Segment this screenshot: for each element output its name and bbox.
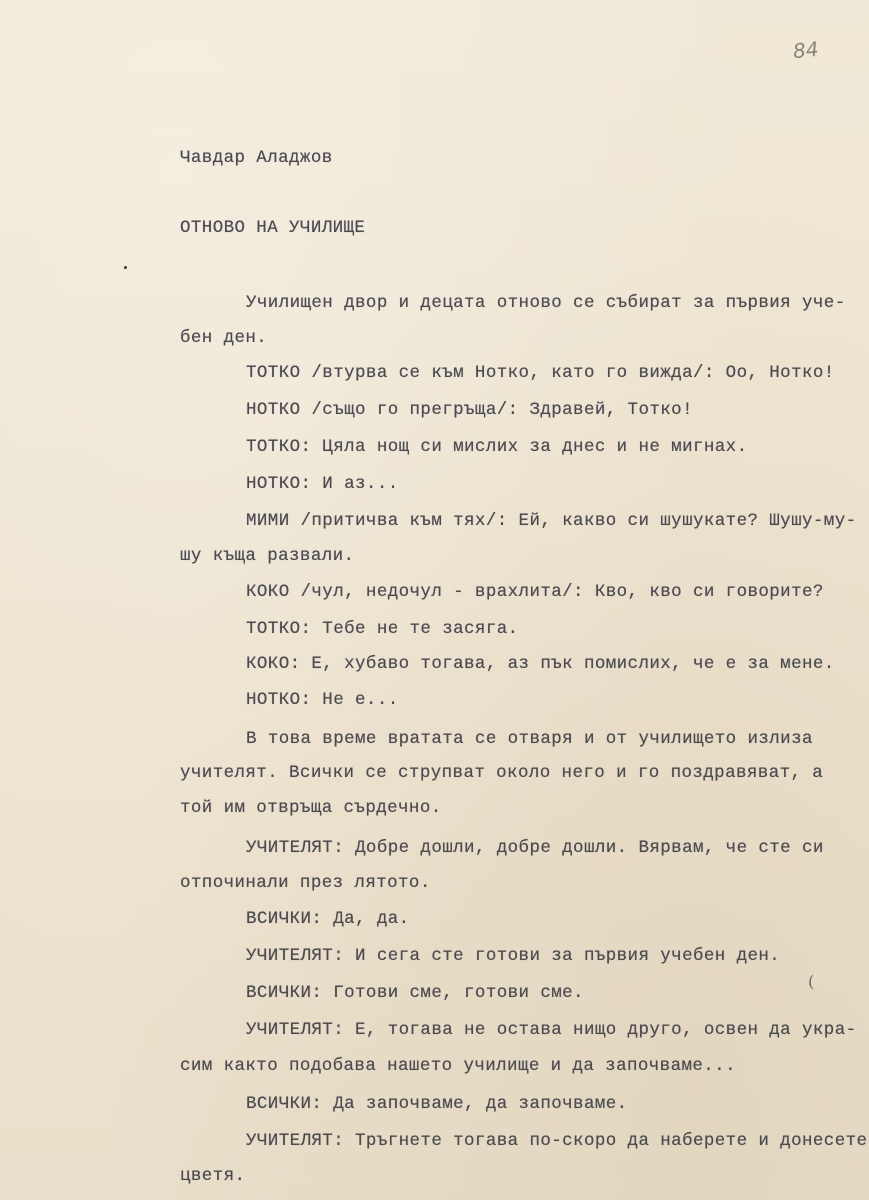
text-line: ТОТКО: Цяла нощ си мислих за днес и не мигнах. [246,437,748,457]
text-line: ТОТКО: Тебе не те засяга. [246,619,519,639]
text-line: ВСИЧКИ: Да започваме, да започваме. [246,1094,628,1114]
text-line: цветя. [180,1166,246,1186]
document-title: ОТНОВО НА УЧИЛИЩЕ [180,218,366,238]
text-line: шу къща развали. [180,546,355,566]
text-line: ВСИЧКИ: Готови сме, готови сме. [246,983,584,1003]
text-line: НОТКО: Не е... [246,690,399,710]
text-line: УЧИТЕЛЯТ: Тръгнете тогава по-скоро да наберете и донесете [246,1131,868,1151]
text-line: НОТКО /също го прегръща/: Здравей, Тотко! [246,400,693,420]
text-line: КОКО: Е, хубаво тогава, аз пък помислих, че е за мене. [246,654,835,674]
text-line: отпочинали през лятото. [180,873,431,893]
text-line: учителят. Всички се струпват около него и го поздравяват, а [180,763,824,783]
text-line: МИМИ /притичва към тях/: Ей, какво си шушукате? Шушу-му- [246,511,857,531]
text-line: ТОТКО /втурва се към Нотко, като го вижда/: Оо, Нотко! [246,363,835,383]
text-line: Училищен двор и децата отново се събират за първия уче- [246,293,846,313]
text-line: УЧИТЕЛЯТ: Добре дошли, добре дошли. Вярвам, че сте си [246,838,824,858]
text-line: бен ден. [180,328,268,348]
text-line: В това време вратата се отваря и от училището излиза [246,729,813,749]
page-number: 84 [791,36,820,64]
text-line: ВСИЧКИ: Да, да. [246,909,410,929]
text-line: КОКО /чул, недочул - врахлита/: Кво, кво си говорите? [246,582,824,602]
author-name: Чавдар Аладжов [180,148,333,168]
text-line: сим както подобава нашето училище и да започваме... [180,1056,736,1076]
text-line: УЧИТЕЛЯТ: И сега сте готови за първия учебен ден. [246,946,781,966]
text-line: той им отвръща сърдечно. [180,798,442,818]
ink-mark [124,266,127,269]
pencil-mark: ( [808,972,815,991]
text-line: НОТКО: И аз... [246,474,399,494]
text-line: УЧИТЕЛЯТ: Е, тогава не остава нищо друго, освен да укра- [246,1020,857,1040]
